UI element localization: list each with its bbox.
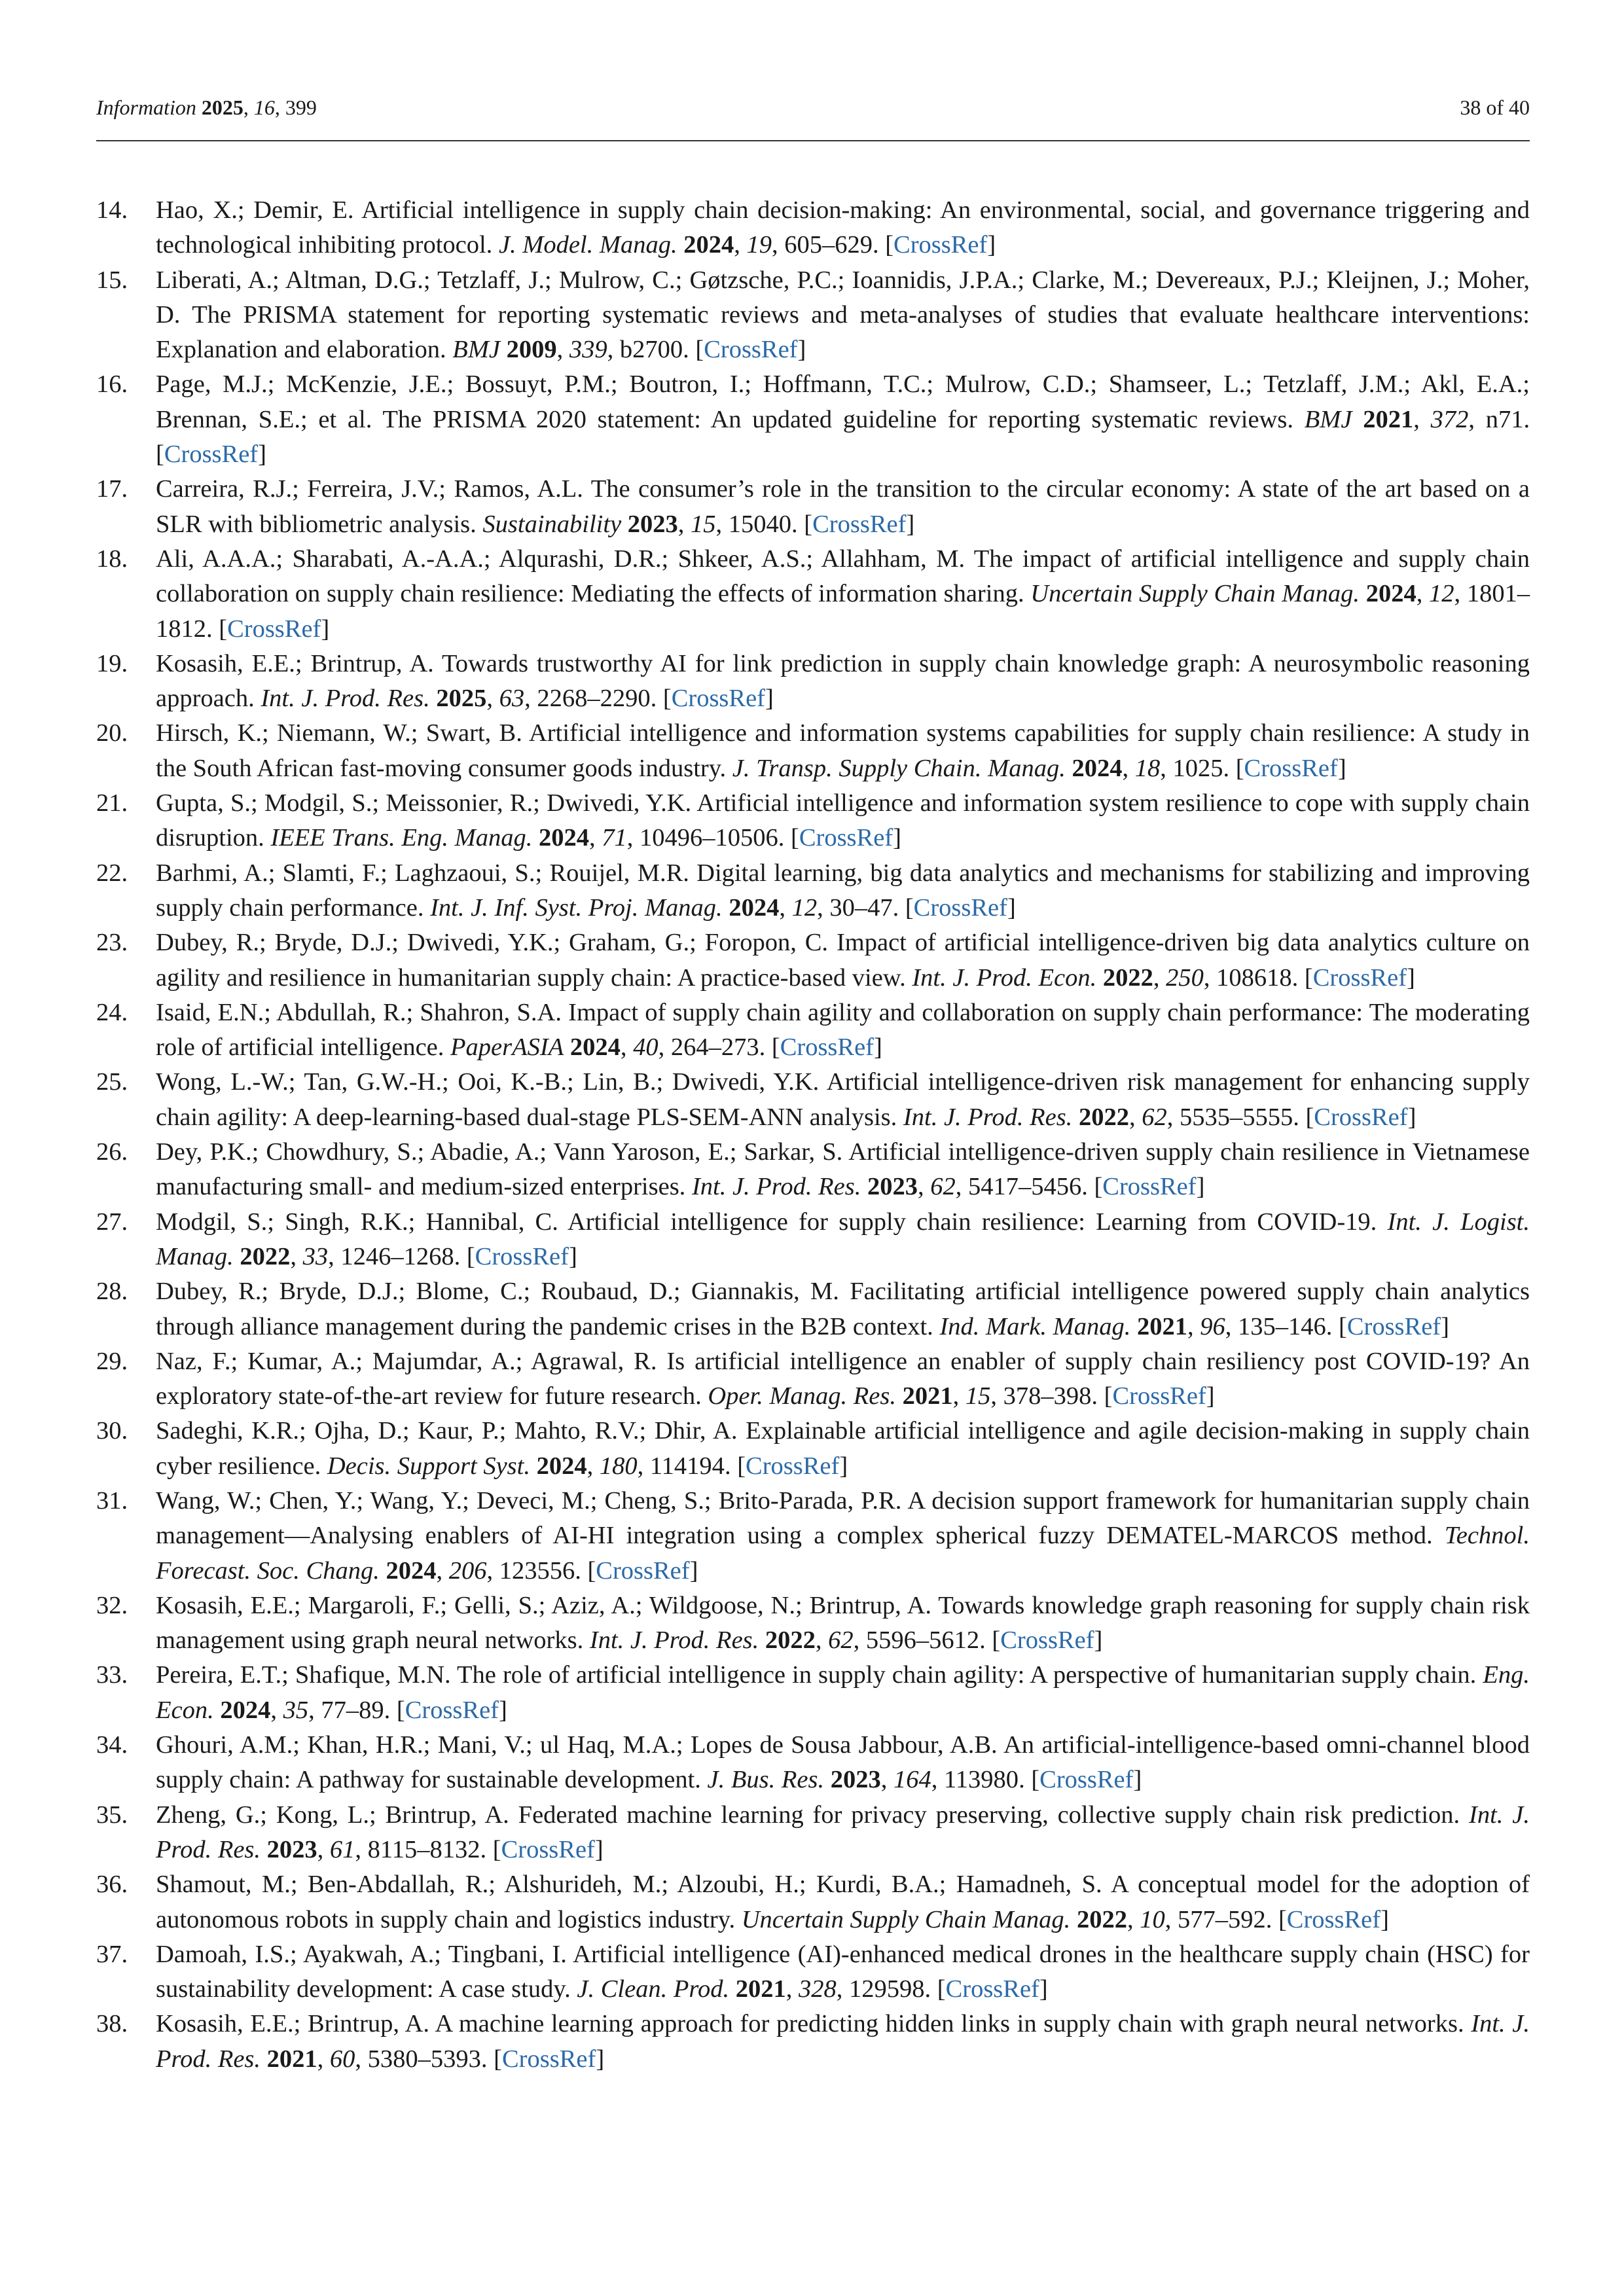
reference-journal: Int. J. Prod. Econ. [912,963,1097,992]
reference-volume: 61 [329,1835,355,1863]
reference-item: 19. Kosasih, E.E.; Brintrup, A. Towards trustworthy AI for link prediction in supply chain knowledge graph: A neurosymbolic reasoning approach. Int. J. Prod. Res. 2025, 63, 2268–2290. [CrossRef] [96,647,1530,717]
crossref-link[interactable]: CrossRef [799,824,893,852]
reference-pages: b2700 [619,336,683,364]
article-number: 399 [285,96,317,119]
reference-text: Hirsch, K.; Niemann, W.; Swart, B. Artificial intelligence and information systems capabilities for supply chain resilience: A study in the South African fast-moving consumer goods industry. [156,719,1530,782]
reference-text: Pereira, E.T.; Shafique, M.N. The role of artificial intelligence in supply chain agility: A perspective of humanitarian supply chain. [156,1661,1477,1689]
reference-item: 28. Dubey, R.; Bryde, D.J.; Blome, C.; Roubaud, D.; Giannakis, M. Facilitating artificial intelligence powered supply chain analytics through alliance management during the pandemic crises in the B2B context. Ind. Mark. Manag. 2021, 96, 135–146. [CrossRef] [96,1274,1530,1344]
reference-pages: 577–592 [1177,1905,1266,1933]
reference-item: 29. Naz, F.; Kumar, A.; Majumdar, A.; Agrawal, R. Is artificial intelligence an enabler of supply chain resiliency post COVID-19? An exploratory state-of-the-art review for future research. Oper. Manag. Res. 2021, 15, 378–398. [CrossRef] [96,1344,1530,1414]
reference-number: 14. [96,196,128,224]
reference-year: 2024 [220,1696,271,1724]
running-header-citation: Information 2025, 16, 399 [96,96,317,119]
crossref-link[interactable]: CrossRef [704,336,798,364]
reference-text: Carreira, R.J.; Ferreira, J.V.; Ramos, A.L. The consumer’s role in the transition to the circular economy: A state of the art based on a SLR with bibliometric analysis. [156,475,1530,538]
reference-journal: Decis. Support Syst. [327,1452,530,1480]
reference-number: 23. [96,929,128,957]
reference-volume: 15 [691,510,716,538]
reference-pages: 30–47 [829,893,893,922]
reference-journal: Int. J. Prod. Res. [156,1801,1530,1863]
crossref-link[interactable]: CrossRef [1000,1626,1094,1655]
reference-pages: 1025 [1172,754,1223,782]
reference-year: 2024 [539,824,589,852]
reference-pages: n71 [1485,405,1524,433]
reference-journal: BMJ [1304,405,1352,433]
reference-number: 15. [96,266,128,294]
reference-item: 15. Liberati, A.; Altman, D.G.; Tetzlaff, J.; Mulrow, C.; Gøtzsche, P.C.; Ioannidis, J.P.A.; Clarke, M.; Devereaux, P.J.; Kleijnen, J.; Moher, D. The PRISMA statement for reporting systematic reviews and meta-analyses of studies that evaluate healthcare interventions: Explanation and elaboration. BMJ 2009, 339, b2700. [CrossRef] [96,263,1530,368]
reference-year: 2022 [1102,963,1153,992]
reference-item: 35. Zheng, G.; Kong, L.; Brintrup, A. Federated machine learning for privacy preserving, collective supply chain risk prediction. Int. J. Prod. Res. 2023, 61, 8115–8132. [CrossRef] [96,1798,1530,1868]
crossref-link[interactable]: CrossRef [746,1452,840,1480]
reference-journal: PaperASIA [450,1033,564,1062]
journal-name: Information [96,96,196,119]
reference-journal: Int. J. Inf. Syst. Proj. Manag. [430,893,723,922]
reference-volume: 62 [1142,1103,1167,1131]
reference-journal: Int. J. Logist. Manag. [156,1208,1530,1270]
reference-journal: Sustainability [482,510,622,538]
reference-item: 18. Ali, A.A.A.; Sharabati, A.-A.A.; Alqurashi, D.R.; Shkeer, A.S.; Allahham, M. The impact of artificial intelligence and supply chain collaboration on supply chain resilience: Mediating the effects of information sharing. Uncertain Supply Chain Manag. 2024, 12, 1801–1812. [CrossRef] [96,542,1530,647]
reference-journal: Oper. Manag. Res. [708,1382,897,1410]
page-header [96,90,1530,130]
reference-number: 16. [96,370,128,399]
reference-journal: Int. J. Prod. Res. [691,1173,861,1201]
reference-text: Kosasih, E.E.; Brintrup, A. Towards trustworthy AI for link prediction in supply chain knowledge graph: A neurosymbolic reasoning approach. [156,649,1530,713]
reference-volume: 35 [283,1696,309,1724]
reference-item: 27. Modgil, S.; Singh, R.K.; Hannibal, C. Artificial intelligence for supply chain resilience: Learning from COVID-19. Int. J. Logist. Manag. 2022, 33, 1246–1268. [CrossRef] [96,1205,1530,1275]
reference-volume: 250 [1166,963,1204,992]
reference-number: 28. [96,1278,128,1306]
reference-pages: 1801–1812 [156,580,1530,643]
reference-number: 21. [96,789,128,817]
reference-volume: 18 [1134,754,1161,782]
reference-text: Ghouri, A.M.; Khan, H.R.; Mani, V.; ul Haq, M.A.; Lopes de Sousa Jabbour, A.B. An artificial-intelligence-based omni-channel blood supply chain: A pathway for sustainable development. [156,1731,1530,1794]
crossref-link[interactable]: CrossRef [405,1696,499,1724]
reference-item: 17. Carreira, R.J.; Ferreira, J.V.; Ramos, A.L. The consumer’s role in the transition to the circular economy: A state of the art based on a SLR with bibliometric analysis. Sustainability 2023, 15, 15040. [CrossRef] [96,472,1530,542]
crossref-link[interactable]: CrossRef [1102,1173,1197,1201]
crossref-link[interactable]: CrossRef [1244,754,1338,782]
reference-number: 35. [96,1801,128,1829]
reference-text: Liberati, A.; Altman, D.G.; Tetzlaff, J.; Mulrow, C.; Gøtzsche, P.C.; Ioannidis, J.P.A.; Clarke, M.; Devereaux, P.J.; Kleijnen, J.; Moher, D. The PRISMA statement for reporting systematic reviews and meta-analyses of studies that evaluate healthcare interventions: Explanation and elaboration. [156,266,1530,364]
reference-year: 2021 [1363,405,1414,433]
reference-volume: 62 [828,1626,854,1655]
reference-text: Naz, F.; Kumar, A.; Majumdar, A.; Agrawal, R. Is artificial intelligence an enabler of supply chain resiliency post COVID-19? An exploratory state-of-the-art review for future research. [156,1347,1530,1410]
reference-text: Damoah, I.S.; Ayakwah, A.; Tingbani, I. Artificial intelligence (AI)-enhanced medical drones in the healthcare supply chain (HSC) for sustainability development: A case study. [156,1940,1530,2003]
header-rule [96,140,1530,141]
reference-text: Wong, L.-W.; Tan, G.W.-H.; Ooi, K.-B.; Lin, B.; Dwivedi, Y.K. Artificial intelligence-driven risk management for enhancing supply chain agility: A deep-learning-based dual-stage PLS-SEM-ANN analysis. [156,1068,1530,1131]
reference-volume: 40 [633,1033,659,1062]
reference-pages: 135–146 [1237,1312,1326,1340]
reference-year: 2022 [765,1626,816,1655]
reference-year: 2023 [830,1766,881,1794]
reference-year: 2022 [1078,1103,1129,1131]
reference-year: 2022 [1076,1905,1127,1933]
reference-journal: Uncertain Supply Chain Manag. [741,1905,1071,1933]
reference-journal: Technol. Forecast. Soc. Chang. [156,1522,1530,1585]
reference-volume: 15 [965,1382,991,1410]
reference-text: Modgil, S.; Singh, R.K.; Hannibal, C. Artificial intelligence for supply chain resilience: Learning from COVID-19. [156,1208,1377,1236]
crossref-link[interactable]: CrossRef [1314,1103,1408,1131]
reference-volume: 164 [893,1766,931,1794]
reference-number: 26. [96,1138,128,1166]
reference-item: 37. Damoah, I.S.; Ayakwah, A.; Tingbani, I. Artificial intelligence (AI)-enhanced medical drones in the healthcare supply chain (HSC) for sustainability development: A case study. J. Clean. Prod. 2021, 328, 129598. [CrossRef] [96,1937,1530,2007]
crossref-link[interactable]: CrossRef [227,615,321,643]
reference-number: 30. [96,1417,128,1445]
reference-text: Isaid, E.N.; Abdullah, R.; Shahron, S.A. Impact of supply chain agility and collaboration on supply chain performance: The moderating role of artificial intelligence. [156,998,1530,1062]
reference-pages: 10496–10506 [640,824,778,852]
reference-pages: 2268–2290 [537,685,651,713]
reference-item: 34. Ghouri, A.M.; Khan, H.R.; Mani, V.; ul Haq, M.A.; Lopes de Sousa Jabbour, A.B. An artificial-intelligence-based omni-channel blood supply chain: A pathway for sustainable development. J. Bus. Res. 2023, 164, 113980. [CrossRef] [96,1728,1530,1798]
reference-year: 2024 [1365,580,1416,608]
reference-volume: 33 [302,1242,329,1270]
reference-journal: Int. J. Prod. Res. [156,2010,1530,2073]
reference-journal: J. Model. Manag. [498,231,677,259]
reference-text: Gupta, S.; Modgil, S.; Meissonier, R.; Dwivedi, Y.K. Artificial intelligence and information system resilience to cope with supply chain disruption. [156,789,1530,852]
reference-pages: 264–273 [670,1033,759,1062]
reference-number: 33. [96,1661,128,1689]
crossref-link[interactable]: CrossRef [1039,1766,1134,1794]
reference-volume: 10 [1140,1905,1165,1933]
reference-pages: 15040 [728,510,792,538]
reference-item: 24. Isaid, E.N.; Abdullah, R.; Shahron, S.A. Impact of supply chain agility and collaboration on supply chain performance: The moderating role of artificial intelligence. PaperASIA 2024, 40, 264–273. [CrossRef] [96,996,1530,1066]
reference-volume: 96 [1200,1312,1225,1340]
reference-text: Dubey, R.; Bryde, D.J.; Blome, C.; Roubaud, D.; Giannakis, M. Facilitating artificial intelligence powered supply chain analytics through alliance management during the pandemic crises in the B2B context. [156,1278,1530,1340]
reference-pages: 1246–1268 [340,1242,454,1270]
reference-item: 36. Shamout, M.; Ben-Abdallah, R.; Alshurideh, M.; Alzoubi, H.; Kurdi, B.A.; Hamadneh, S. A conceptual model for the adoption of autonomous robots in supply chain and logistics industry. Uncertain Supply Chain Manag. 2022, 10, 577–592. [CrossRef] [96,1867,1530,1937]
reference-item: 26. Dey, P.K.; Chowdhury, S.; Abadie, A.; Vann Yaroson, E.; Sarkar, S. Artificial intelligence-driven supply chain resilience in Vietnamese manufacturing small- and medium-sized enterprises. Int. J. Prod. Res. 2023, 62, 5417–5456. [CrossRef] [96,1135,1530,1205]
reference-pages: 77–89 [321,1696,384,1724]
crossref-link[interactable]: CrossRef [1112,1382,1206,1410]
reference-text: Shamout, M.; Ben-Abdallah, R.; Alshurideh, M.; Alzoubi, H.; Kurdi, B.A.; Hamadneh, S. A conceptual model for the adoption of autonomous robots in supply chain and logistics industry. [156,1871,1530,1933]
reference-journal: Int. J. Prod. Res. [903,1103,1073,1131]
journal-year: 2025 [201,96,244,119]
reference-item: 16. Page, M.J.; McKenzie, J.E.; Bossuyt, P.M.; Boutron, I.; Hoffmann, T.C.; Mulrow, C.D.; Shamseer, L.; Tetzlaff, J.M.; Akl, E.A.; Brennan, S.E.; et al. The PRISMA 2020 statement: An updated guideline for reporting systematic reviews. BMJ 2021, 372, n71. [CrossRef] [96,367,1530,472]
reference-item: 23. Dubey, R.; Bryde, D.J.; Dwivedi, Y.K.; Graham, G.; Foropon, C. Impact of artificial intelligence-driven big data analytics culture on agility and resilience in humanitarian supply chain: A practice-based view. Int. J. Prod. Econ. 2022, 250, 108618. [CrossRef] [96,925,1530,996]
journal-volume: 16 [253,96,275,119]
crossref-link[interactable]: CrossRef [475,1242,569,1270]
reference-text: Dubey, R.; Bryde, D.J.; Dwivedi, Y.K.; Graham, G.; Foropon, C. Impact of artificial intelligence-driven big data analytics culture on agility and resilience in humanitarian supply chain: A practice-based view. [156,929,1530,992]
reference-year: 2021 [735,1975,786,2003]
reference-item: 32. Kosasih, E.E.; Margaroli, F.; Gelli, S.; Aziz, A.; Wildgoose, N.; Brintrup, A. Towards knowledge graph reasoning for supply chain risk management using graph neural networks. Int. J. Prod. Res. 2022, 62, 5596–5612. [CrossRef] [96,1588,1530,1659]
reference-pages: 108618 [1216,963,1292,992]
crossref-link[interactable]: CrossRef [671,685,765,713]
reference-journal: J. Transp. Supply Chain. Manag. [732,754,1066,782]
reference-pages: 5380–5393 [367,2045,481,2073]
reference-text: Wang, W.; Chen, Y.; Wang, Y.; Deveci, M.; Cheng, S.; Brito-Parada, P.R. A decision support framework for humanitarian supply chain management—Analysing enablers of AI-HI integration using a complex spherical fuzzy DEMATEL-MARCOS method. [156,1486,1530,1550]
reference-text: Barhmi, A.; Slamti, F.; Laghzaoui, S.; Rouijel, M.R. Digital learning, big data analytics and mechanisms for stabilizing and improving supply chain performance. [156,859,1530,922]
reference-volume: 60 [329,2045,355,2073]
reference-year: 2024 [1072,754,1123,782]
reference-pages: 5535–5555 [1179,1103,1293,1131]
reference-text: Page, M.J.; McKenzie, J.E.; Bossuyt, P.M.; Boutron, I.; Hoffmann, T.C.; Mulrow, C.D.; Shamseer, L.; Tetzlaff, J.M.; Akl, E.A.; Brennan, S.E.; et al. The PRISMA 2020 statement: An updated guideline for reporting systematic reviews. [156,370,1530,433]
reference-number: 27. [96,1208,128,1236]
reference-number: 25. [96,1068,128,1096]
reference-pages: 129598 [848,1975,925,2003]
reference-volume: 339 [569,336,607,364]
reference-year: 2025 [436,685,487,713]
reference-item: 14. Hao, X.; Demir, E. Artificial intelligence in supply chain decision-making: An environmental, social, and governance triggering and technological inhibiting protocol. J. Model. Manag. 2024, 19, 605–629. [CrossRef] [96,193,1530,263]
reference-number: 37. [96,1940,128,1968]
reference-year: 2024 [729,893,780,922]
crossref-link[interactable]: CrossRef [596,1556,690,1585]
reference-year: 2023 [867,1173,918,1201]
reference-pages: 114194 [649,1452,725,1480]
reference-volume: 12 [791,893,818,922]
reference-item: 21. Gupta, S.; Modgil, S.; Meissonier, R.; Dwivedi, Y.K. Artificial intelligence and information system resilience to cope with supply chain disruption. IEEE Trans. Eng. Manag. 2024, 71, 10496–10506. [CrossRef] [96,786,1530,856]
reference-journal: Int. J. Prod. Res. [589,1626,759,1655]
reference-item: 33. Pereira, E.T.; Shafique, M.N. The role of artificial intelligence in supply chain agility: A perspective of humanitarian supply chain. Eng. Econ. 2024, 35, 77–89. [CrossRef] [96,1658,1530,1728]
reference-pages: 123556 [499,1556,575,1585]
reference-pages: 605–629 [784,231,873,259]
reference-volume: 206 [448,1556,487,1585]
reference-item: 30. Sadeghi, K.R.; Ojha, D.; Kaur, P.; Mahto, R.V.; Dhir, A. Explainable artificial intelligence and agile decision-making in supply chain cyber resilience. Decis. Support Syst. 2024, 180, 114194. [CrossRef] [96,1414,1530,1484]
reference-text: Kosasih, E.E.; Margaroli, F.; Gelli, S.; Aziz, A.; Wildgoose, N.; Brintrup, A. Towards knowledge graph reasoning for supply chain risk management using graph neural networks. [156,1591,1530,1655]
reference-pages: 113980 [943,1766,1019,1794]
crossref-link[interactable]: CrossRef [812,510,907,538]
reference-journal: BMJ [452,336,500,364]
reference-year: 2024 [386,1556,437,1585]
reference-pages: 5596–5612 [865,1626,980,1655]
reference-number: 32. [96,1591,128,1619]
reference-item: 20. Hirsch, K.; Niemann, W.; Swart, B. Artificial intelligence and information systems capabilities for supply chain resilience: A study in the South African fast-moving consumer goods industry. J. Transp. Supply Chain. Manag. 2024, 18, 1025. [CrossRef] [96,716,1530,786]
crossref-link[interactable]: CrossRef [164,440,259,469]
reference-year: 2023 [627,510,678,538]
reference-number: 34. [96,1731,128,1759]
reference-text: Dey, P.K.; Chowdhury, S.; Abadie, A.; Vann Yaroson, E.; Sarkar, S. Artificial intelligence-driven supply chain resilience in Vietnamese manufacturing small- and medium-sized enterprises. [156,1138,1530,1201]
reference-item: 38. Kosasih, E.E.; Brintrup, A. A machine learning approach for predicting hidden links in supply chain with graph neural networks. Int. J. Prod. Res. 2021, 60, 5380–5393. [CrossRef] [96,2007,1530,2077]
reference-number: 19. [96,649,128,677]
reference-number: 24. [96,998,128,1026]
reference-pages: 378–398 [1003,1382,1092,1410]
reference-year: 2023 [266,1835,317,1863]
reference-journal: Int. J. Prod. Res. [261,685,430,713]
crossref-link[interactable]: CrossRef [945,1975,1039,2003]
reference-journal: Ind. Mark. Manag. [939,1312,1131,1340]
reference-journal: IEEE Trans. Eng. Manag. [270,824,533,852]
reference-volume: 328 [798,1975,837,2003]
crossref-link[interactable]: CrossRef [913,893,1007,922]
reference-pages: 5417–5456 [967,1173,1082,1201]
crossref-link[interactable]: CrossRef [502,2045,596,2073]
reference-pages: 8115–8132 [367,1835,480,1863]
reference-number: 18. [96,545,128,573]
reference-year: 2024 [683,231,734,259]
reference-year: 2021 [902,1382,953,1410]
reference-volume: 372 [1430,405,1469,433]
reference-text: Hao, X.; Demir, E. Artificial intelligence in supply chain decision-making: An environmental, social, and governance triggering and technological inhibiting protocol. [156,196,1530,259]
reference-volume: 63 [499,685,525,713]
crossref-link[interactable]: CrossRef [1286,1905,1381,1933]
reference-year: 2022 [240,1242,291,1270]
reference-list [96,193,1530,2077]
reference-number: 31. [96,1486,128,1515]
reference-item: 25. Wong, L.-W.; Tan, G.W.-H.; Ooi, K.-B.; Lin, B.; Dwivedi, Y.K. Artificial intelligence-driven risk management for enhancing supply chain agility: A deep-learning-based dual-stage PLS-SEM-ANN analysis. Int. J. Prod. Res. 2022, 62, 5535–5555. [CrossRef] [96,1065,1530,1135]
reference-journal: J. Bus. Res. [707,1766,825,1794]
crossref-link[interactable]: CrossRef [1312,963,1407,992]
reference-number: 36. [96,1871,128,1899]
reference-volume: 62 [930,1173,956,1201]
reference-year: 2021 [266,2045,317,2073]
reference-year: 2024 [569,1033,621,1062]
crossref-link[interactable]: CrossRef [893,231,988,259]
reference-text: Zheng, G.; Kong, L.; Brintrup, A. Federated machine learning for privacy preserving, collective supply chain risk prediction. [156,1801,1460,1829]
reference-journal: Uncertain Supply Chain Manag. [1030,580,1360,608]
reference-volume: 12 [1429,580,1454,608]
reference-volume: 19 [746,231,772,259]
reference-item: 22. Barhmi, A.; Slamti, F.; Laghzaoui, S.; Rouijel, M.R. Digital learning, big data analytics and mechanisms for stabilizing and improving supply chain performance. Int. J. Inf. Syst. Proj. Manag. 2024, 12, 30–47. [CrossRef] [96,856,1530,926]
reference-number: 29. [96,1347,128,1375]
reference-number: 22. [96,859,128,887]
reference-journal: J. Clean. Prod. [577,1975,730,2003]
reference-year: 2024 [536,1452,587,1480]
reference-volume: 180 [599,1452,638,1480]
crossref-link[interactable]: CrossRef [501,1835,595,1863]
crossref-link[interactable]: CrossRef [1346,1312,1441,1340]
reference-year: 2021 [1136,1312,1187,1340]
reference-year: 2009 [506,336,557,364]
reference-text: Sadeghi, K.R.; Ojha, D.; Kaur, P.; Mahto, R.V.; Dhir, A. Explainable artificial intelligence and agile decision-making in supply chain cyber resilience. [156,1417,1530,1480]
reference-volume: 71 [602,824,627,852]
reference-number: 17. [96,475,128,503]
page-number: 38 of 40 [1460,96,1530,119]
reference-text: Ali, A.A.A.; Sharabati, A.-A.A.; Alqurashi, D.R.; Shkeer, A.S.; Allahham, M. The impact of artificial intelligence and supply chain collaboration on supply chain resilience: Mediating the effects of information sharing. [156,545,1530,608]
reference-text: Kosasih, E.E.; Brintrup, A. A machine learning approach for predicting hidden links in supply chain with graph neural networks. [156,2010,1464,2038]
reference-item: 31. Wang, W.; Chen, Y.; Wang, Y.; Deveci, M.; Cheng, S.; Brito-Parada, P.R. A decision support framework for humanitarian supply chain management—Analysing enablers of AI-HI integration using a complex spherical fuzzy DEMATEL-MARCOS method. Technol. Forecast. Soc. Chang. 2024, 206, 123556. [CrossRef] [96,1484,1530,1588]
reference-journal: Eng. Econ. [156,1661,1530,1724]
reference-number: 38. [96,2010,128,2038]
crossref-link[interactable]: CrossRef [780,1033,874,1062]
reference-number: 20. [96,719,128,747]
